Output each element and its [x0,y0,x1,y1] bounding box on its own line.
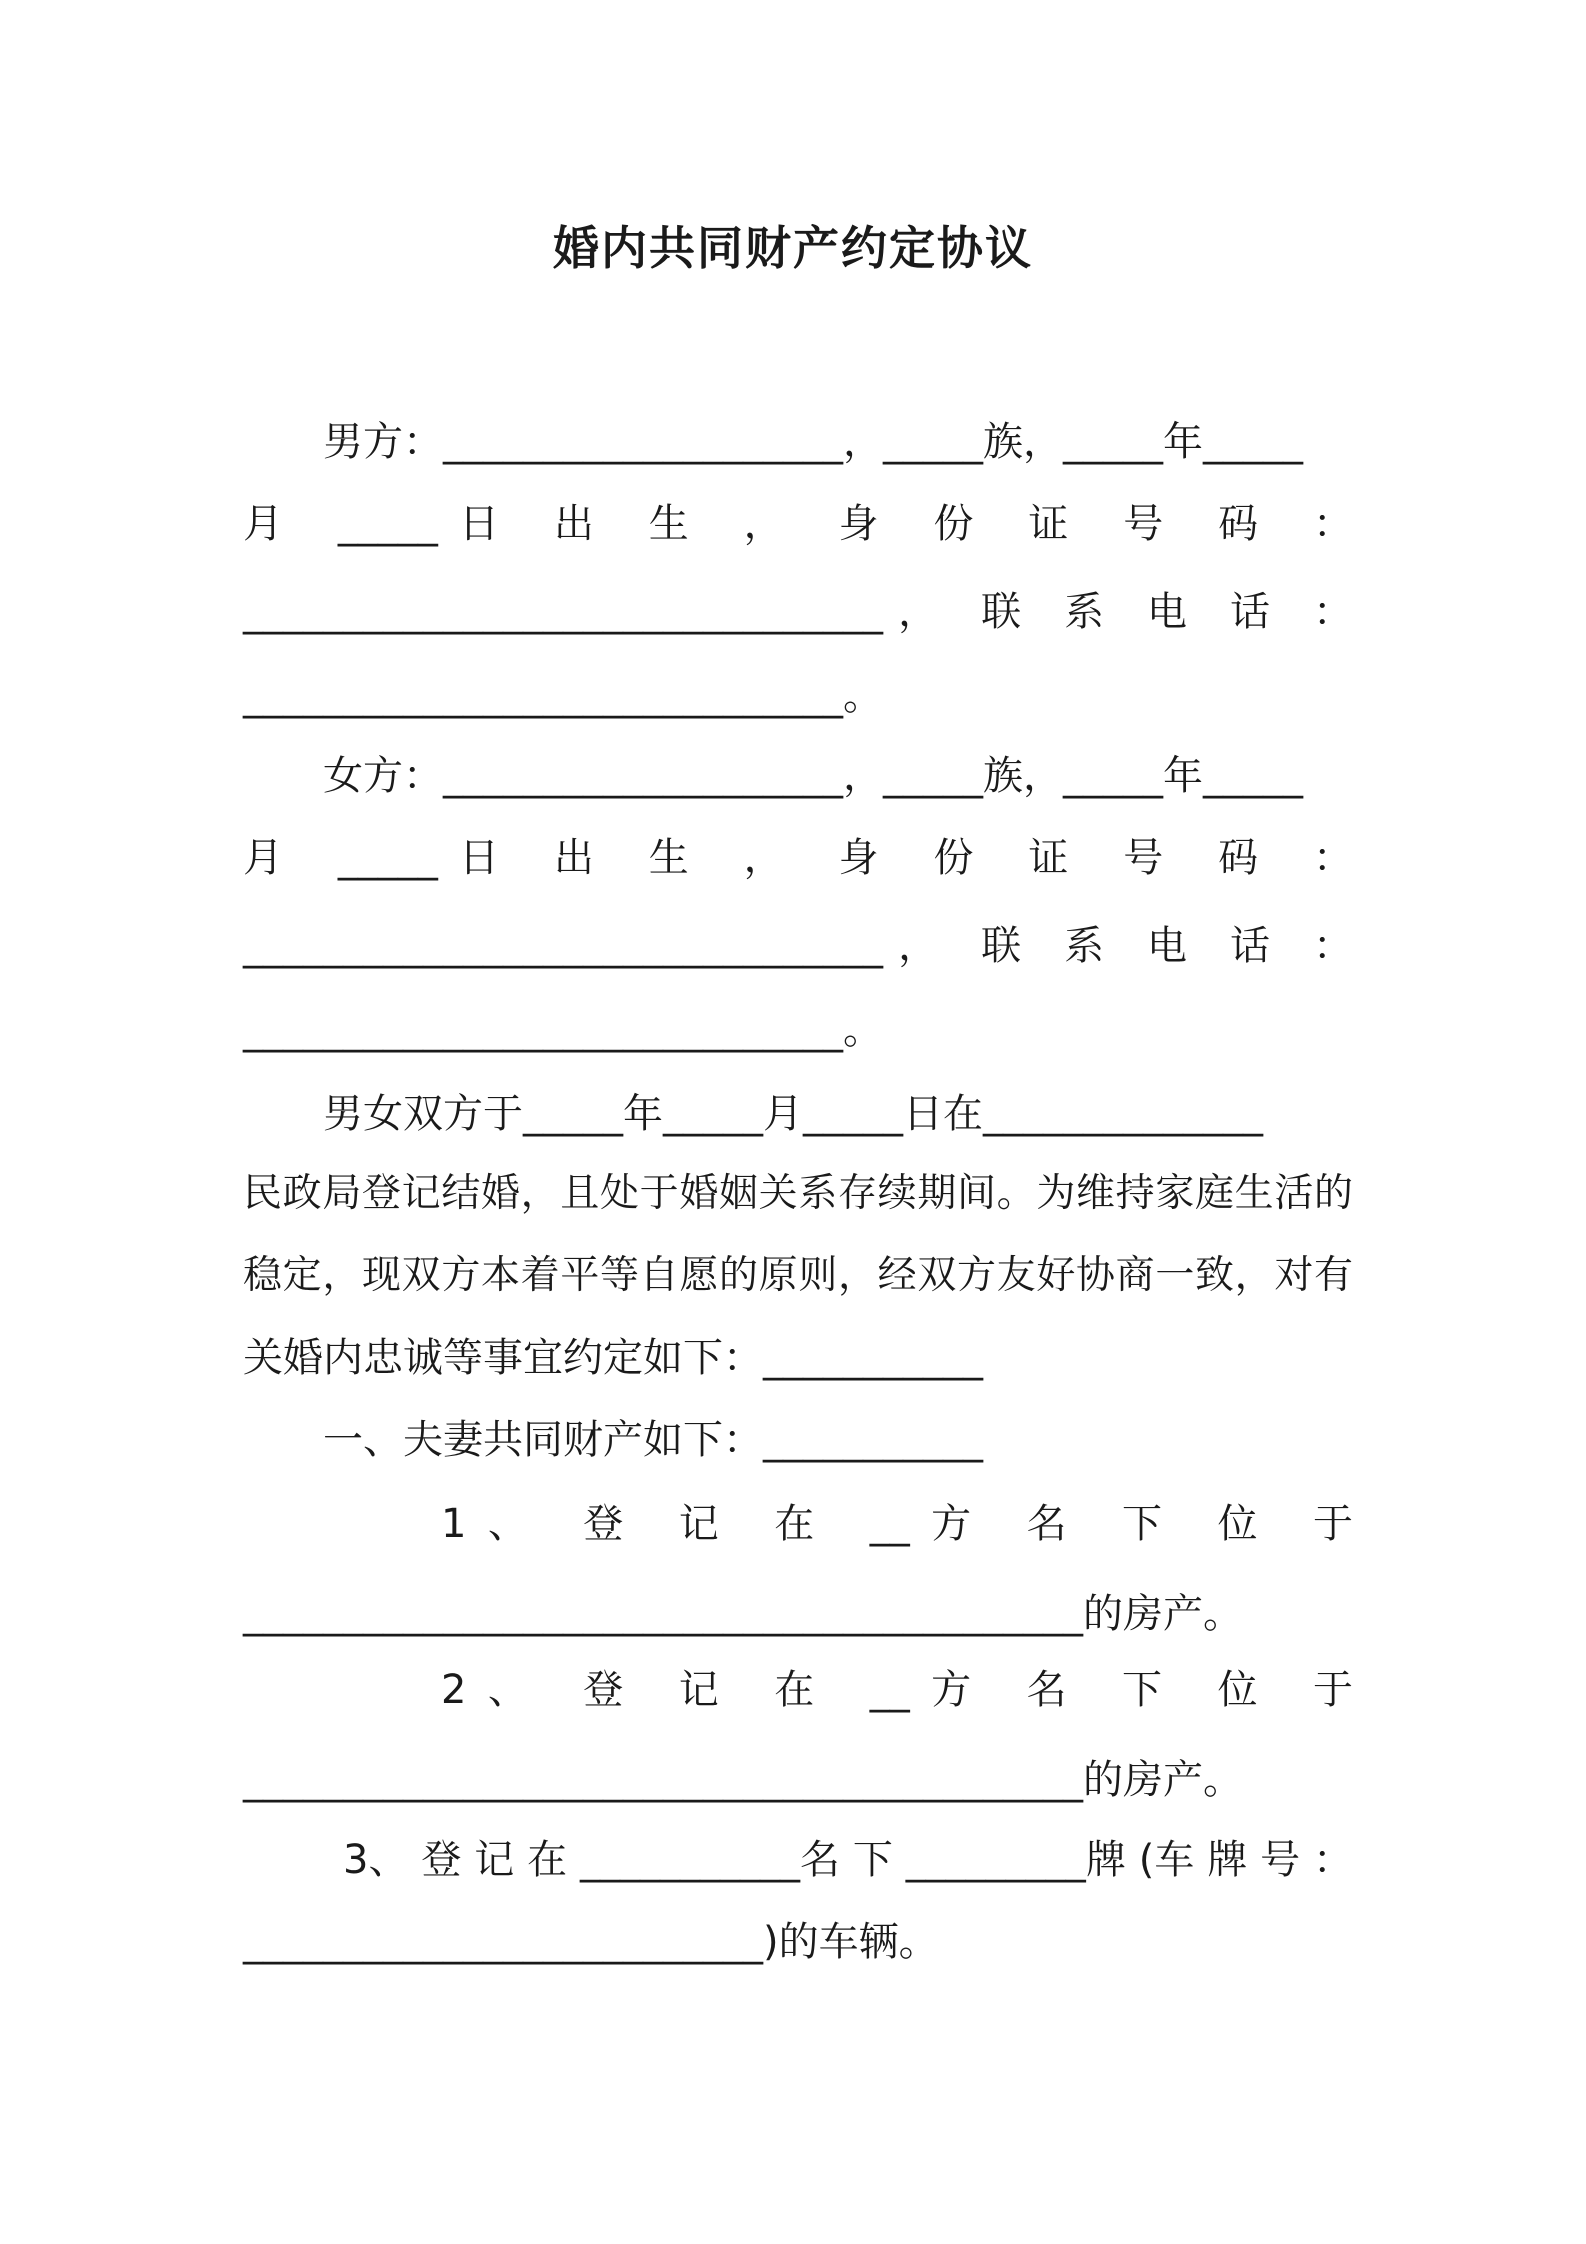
item-1-line-2 [243,1586,1353,1642]
male-party-line-2 [243,496,1353,552]
document-title: 婚内共同财产约定协议 [553,221,1033,275]
text-line: ________________________________， 联 系 电 话 ： [243,589,1353,635]
text-line: 男方：____________________，_____族，_____年_____ [323,419,1303,465]
text-line: 关婚内忠诚等事宜约定如下：___________ [243,1335,983,1381]
item-1-line-1 [243,1496,1353,1552]
female-party-line-2 [243,830,1353,886]
marriage-statement-line-3 [243,1248,1353,1304]
item-3-line-1 [243,1832,1353,1888]
text-line: 民政局登记结婚，且处于婚姻关系存续期间。为维持家庭生活的 [243,1171,1353,1216]
marriage-statement-line-2 [243,1166,1353,1222]
item-2-line-1 [243,1662,1353,1718]
female-party-line-4 [243,1002,1353,1058]
marriage-statement-line-1 [243,1086,1353,1142]
text-line: ______________________________。 [243,673,883,719]
text-line: __________________________)的车辆。 [243,1919,939,1965]
text-line: 稳定，现双方本着平等自愿的原则，经双方友好协商一致，对有 [243,1253,1353,1298]
female-party-line-3 [243,918,1353,974]
text-line: 2、 登 记 在 __方 名 下 位 于 [441,1667,1353,1713]
male-party-line-1 [243,414,1353,470]
male-party-line-4 [243,668,1353,724]
text-line: ______________________________。 [243,1007,883,1053]
male-party-line-3 [243,584,1353,640]
text-line: 一、夫妻共同财产如下：___________ [323,1417,983,1463]
text-line: 月 _____日 出 生 ， 身 份 证 号 码 ： [243,501,1353,547]
section-heading [243,1412,1353,1468]
text-line: __________________________________________的房产。 [243,1757,1243,1803]
text-line: 女方：____________________，_____族，_____年_____ [323,753,1303,799]
marriage-statement-line-4 [243,1330,1353,1386]
item-3-line-2 [243,1914,1353,1970]
text-line: ________________________________， 联 系 电 话 ： [243,923,1353,969]
female-party-line-1 [243,748,1353,804]
text-line: __________________________________________的房产。 [243,1591,1243,1637]
item-2-line-2 [243,1752,1353,1808]
text-line: 1、 登 记 在 __方 名 下 位 于 [441,1501,1353,1547]
text-line: 男女双方于_____年_____月_____日在______________ [323,1091,1263,1137]
text-line: 3、 登 记 在 ___________名 下 _________牌 (车 牌 号 ： [343,1837,1353,1883]
text-line: 月 _____日 出 生 ， 身 份 证 号 码 ： [243,835,1353,881]
